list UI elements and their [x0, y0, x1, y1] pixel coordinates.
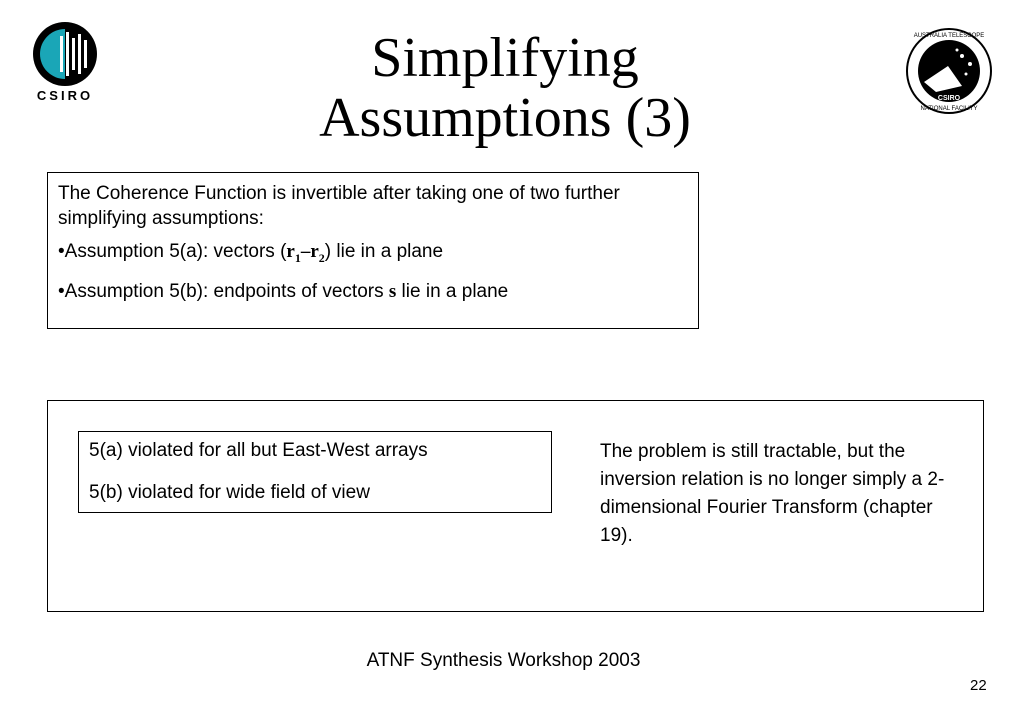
violation-5a: 5(a) violated for all but East-West arrays — [89, 440, 428, 461]
slide-title — [240, 28, 770, 148]
assumption-5b-prefix: •Assumption 5(b): endpoints of vectors — [58, 280, 389, 302]
vector-minus: – — [300, 241, 311, 262]
assumption-5a — [58, 239, 688, 271]
vector-r1: $r_1$ — [286, 241, 301, 265]
atnf-logo-mid-text: CSIRO — [937, 95, 961, 102]
csiro-logo — [26, 20, 104, 104]
assumption-5a-suffix: ) lie in a plane — [324, 241, 444, 262]
csiro-logo-text: CSIRO — [36, 88, 94, 103]
vector-r2: $r_2$ — [310, 241, 325, 265]
slide-title-line2: Assumptions (3) — [319, 87, 691, 149]
atnf-logo-top-text: AUSTRALIA TELESCOPE — [913, 33, 985, 39]
slide-title-line1: Simplifying — [371, 27, 639, 89]
assumption-5b — [58, 279, 688, 304]
footer-text: ATNF Synthesis Workshop 2003 — [366, 650, 641, 671]
violation-5b: 5(b) violated for wide field of view — [89, 482, 370, 503]
atnf-logo — [904, 26, 994, 116]
atnf-logo-bottom-text: NATIONAL FACILITY — [920, 106, 978, 112]
tractability-note: The problem is still tractable, but the inversion relation is no longer simply a 2-dimensional Fourier Transform (chapter 19). — [600, 441, 945, 546]
assumption-5a-prefix: •Assumption 5(a): vectors ( — [58, 241, 287, 262]
vector-s: s — [388, 280, 397, 302]
assumption-5b-suffix: lie in a plane — [396, 280, 509, 302]
page-number: 22 — [970, 677, 987, 694]
assumptions-box — [47, 172, 699, 329]
assumptions-intro: The Coherence Function is invertible after taking one of two further simplifying assumptions: — [58, 183, 620, 229]
violations-box — [78, 431, 552, 513]
